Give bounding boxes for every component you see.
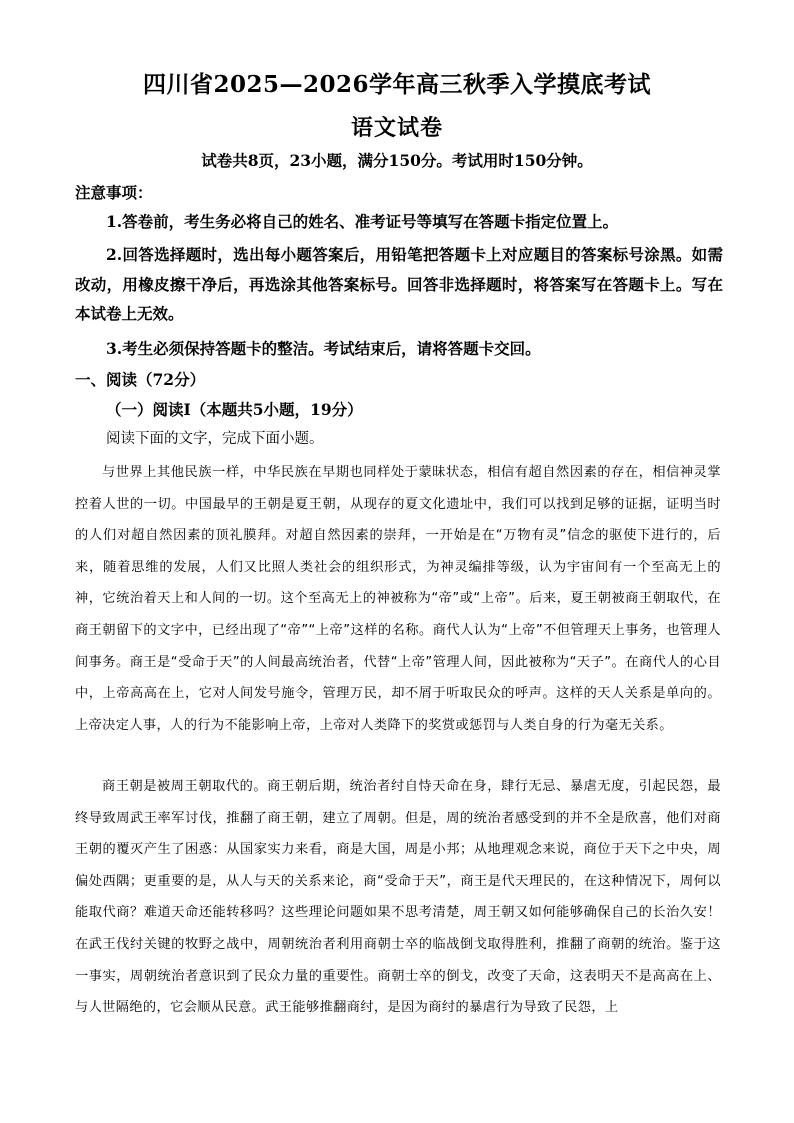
reading-paragraph-1: 与世界上其他民族一样，中华民族在早期也同样处于蒙昧状态，相信有超自然因素的存在，相信神灵掌控着人世的一切。中国最早的王朝是夏王朝，从现存的夏文化遗址中，我们可以找到足够的证据，证明当时的人们对超自然因素的顶礼膜拜。对超自然因素的崇拜，一开始是在“万物有灵”信念的驱使下进行的，后来，随着思维的发展，人们又比照人类社会的组织形式，为神灵编排等级，认为宇宙间有一个至高无上的神，它统治着天上和人间的一切。这个至高无上的神被称为“帝”或“上帝”。后来，夏王朝被商王朝取代，在商王朝留下的文字中，已经出现了“帝”“上帝”这样的名称。商代人认为“上帝”不但管理天上事务，也管理人间事务。商王是“受命于天”的人间最高统治者，代替“上帝”管理人间，因此被称为“天子”。在商代人的心目中，上帝高高在上，它对人间发号施令，管理万民，却不屑于听取民众的呼声。这样的天人关系是单向的。上帝决定人事，人的行为不能影响上帝，上帝对人类降下的奖赏或惩罚与人类自身的行为毫无关系。 [75, 465, 721, 733]
notice-item-3: 3.考生必须保持答题卡的整洁。考试结束后，请将答题卡交回。 [106, 339, 541, 358]
reading-instruction: 阅读下面的文字，完成下面小题。 [106, 431, 324, 447]
notice-item-1: 1.答卷前，考生务必将自己的姓名、准考证号等填写在答题卡指定位置上。 [106, 212, 619, 231]
subsection-title: （一）阅读Ⅰ（本题共5小题，19分） [106, 400, 363, 419]
notice-heading: 注意事项： [75, 183, 153, 202]
notice-item-2: 2.回答选择题时，选出每小题答案后，用铅笔把答题卡上对应题目的答案标号涂黑。如需改动，用橡皮擦干净后，再选涂其他答案标号。回答非选择题时，将答案写在答题卡上。写在本试卷上无效。 [75, 245, 723, 323]
exam-title: 四川省2025—2026学年高三秋季入学摸底考试 [142, 71, 652, 98]
exam-subject: 语文试卷 [350, 115, 443, 141]
section-title: 一、阅读（72分） [75, 370, 206, 389]
reading-paragraph-2: 商王朝是被周王朝取代的。商王朝后期，统治者纣自恃天命在身，肆行无忌、暴虐无度，引起民怨，最终导致周武王率军讨伐，推翻了商王朝，建立了周朝。但是，周的统治者感受到的并不全是欣喜，他们对商王朝的覆灭产生了困惑：从国家实力来看，商是大国，周是小邦；从地理观念来说，商位于天下之中央，周偏处西隅；更重要的是，从人与天的关系来论，商“受命于天”，商王是代天理民的，在这种情况下，周何以能取代商？难道天命还能转移吗？这些理论问题如果不思考清楚，周王朝又如何能够确保自己的长治久安！在武王伐纣关键的牧野之战中，周朝统治者利用商朝士卒的临战倒戈取得胜利，推翻了商朝的统治。鉴于这一事实，周朝统治者意识到了民众力量的重要性。商朝士卒的倒戈，改变了天命，这表明天不是高高在上、与人世隔绝的，它会顺从民意。武王能够推翻商纣，是因为商纣的暴虐行为导致了民怨，上 [75, 779, 721, 1016]
exam-info: 试卷共8页，23小题，满分150分。考试用时150分钟。 [201, 151, 593, 170]
